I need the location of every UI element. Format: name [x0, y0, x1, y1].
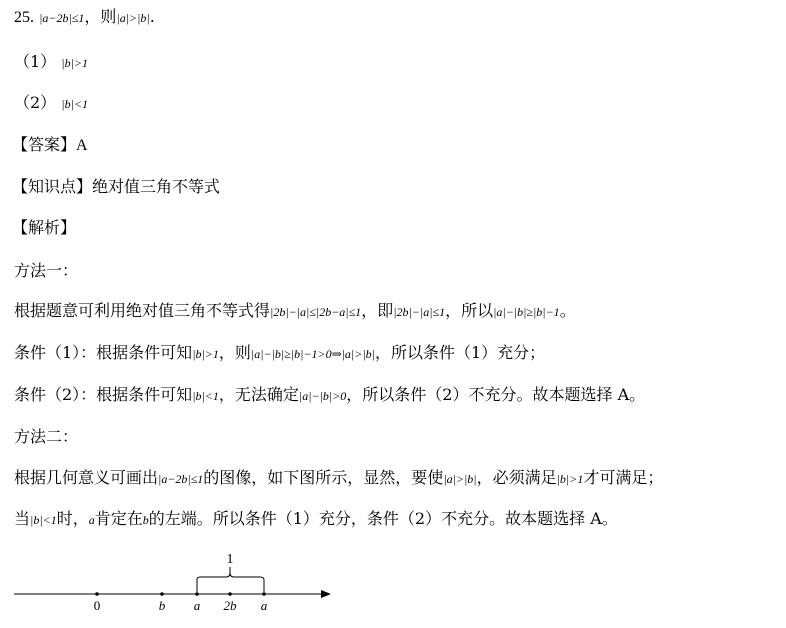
method-2-text-d: 才可满足；	[583, 468, 664, 487]
method-1-condition-1	[14, 342, 545, 365]
number-line-brace-label: 1	[226, 552, 234, 567]
tick-label-2b: 2b	[223, 598, 237, 613]
method-1-text-b: ，即	[361, 301, 394, 320]
question-number: 25.	[14, 9, 34, 26]
method-2-text-b: 的图像，如下图所示，显然，要使	[203, 468, 444, 487]
method-2-p2-text-a: 当	[14, 509, 31, 528]
question-line	[14, 6, 155, 29]
answer-label: 【答案】	[12, 135, 77, 154]
number-line-dot-a-right	[262, 592, 266, 596]
method-1-title-text: 方法一：	[14, 261, 79, 280]
knowledge-label: 【知识点】	[12, 177, 93, 196]
answer-line	[12, 134, 88, 157]
method-1-condition-2	[14, 384, 645, 407]
question-stem-expr: |a−2b|≤1	[39, 11, 85, 25]
method-1-c1-text-b: ，则	[218, 343, 251, 362]
method-2-text-a: 根据几何意义可画出	[14, 468, 159, 487]
method-1-c1-text-a: 条件（1）：根据条件可知	[14, 343, 193, 362]
condition-1-label: （1）	[14, 52, 57, 71]
condition-2-line	[14, 92, 88, 115]
method-2-title	[14, 426, 78, 448]
number-line-diagram	[0, 548, 360, 624]
analysis-label: 【解析】	[12, 218, 77, 237]
method-2-paragraph-1	[14, 467, 663, 490]
method-2-p2-text-c: 肯定在	[94, 509, 143, 528]
method-1-expr-2: |2b|−|a|≤1	[393, 305, 446, 319]
question-stem-conclusion: |a|>|b|	[116, 11, 150, 25]
tick-label-a-right: a	[260, 598, 268, 613]
method-1-text-c: ，所以	[445, 301, 494, 320]
method-1-expr-1: |2b|−|a|≤|2b−a|≤1	[270, 305, 362, 319]
number-line-dot-b	[160, 592, 164, 596]
method-1-c1-text-c: ，所以条件（1）充分；	[374, 343, 546, 362]
number-line-dot-0	[95, 592, 99, 596]
number-line-arrowhead	[321, 590, 331, 598]
method-1-expr-3: |a|−|b|≥|b|−1	[493, 305, 560, 319]
method-1-paragraph	[14, 300, 576, 323]
method-1-c2-expr-2: |a|−|b|>0	[298, 389, 347, 403]
method-1-c2-text-b: ，无法确定	[218, 385, 299, 404]
question-stem-mid: ，则	[84, 7, 117, 26]
knowledge-value: 绝对值三角不等式	[92, 177, 221, 196]
method-2-expr-3: |b|>1	[556, 472, 584, 486]
method-2-p2-var-b: b	[142, 513, 149, 527]
method-2-paragraph-2	[14, 508, 618, 531]
method-1-c2-text-c: ，所以条件（2）不充分。故本题选择 A。	[346, 385, 646, 404]
condition-2-label: （2）	[14, 93, 57, 112]
analysis-line	[12, 217, 76, 239]
method-2-title-text: 方法二：	[14, 427, 79, 446]
number-line-dot-a-left	[195, 592, 199, 596]
method-1-title	[14, 260, 78, 282]
method-1-c2-expr-1: |b|<1	[192, 389, 219, 403]
method-2-text-c: ，必须满足	[476, 468, 557, 487]
condition-1-expr: |b|>1	[61, 56, 88, 70]
condition-1-line	[14, 51, 88, 74]
tick-label-0: 0	[93, 598, 101, 613]
method-1-c1-expr-2: |a|−|b|≥|b|−1>0⇒|a|>|b|	[250, 347, 375, 361]
method-1-c1-expr-1: |b|>1	[192, 347, 219, 361]
number-line-dot-2b	[228, 592, 232, 596]
condition-2-expr: |b|<1	[61, 97, 88, 111]
method-1-text-d: 。	[559, 301, 576, 320]
method-1-c2-text-a: 条件（2）：根据条件可知	[14, 385, 193, 404]
method-2-p2-expr-1: |b|<1	[30, 513, 57, 527]
method-2-p2-var-a: a	[88, 513, 95, 527]
method-1-text-a: 根据题意可利用绝对值三角不等式得	[14, 301, 271, 320]
method-2-expr-1: |a−2b|≤1	[158, 472, 204, 486]
question-stem-end: .	[149, 7, 155, 26]
method-2-p2-text-b: 时，	[56, 509, 89, 528]
method-2-expr-2: |a|>|b|	[443, 472, 477, 486]
tick-label-b: b	[158, 598, 166, 613]
answer-value: A	[76, 137, 88, 154]
tick-label-a-left: a	[193, 598, 201, 613]
method-2-p2-text-d: 的左端。所以条件（1）充分，条件（2）不充分。故本题选择 A。	[148, 509, 618, 528]
knowledge-line	[12, 176, 220, 198]
number-line-brace	[197, 573, 264, 592]
